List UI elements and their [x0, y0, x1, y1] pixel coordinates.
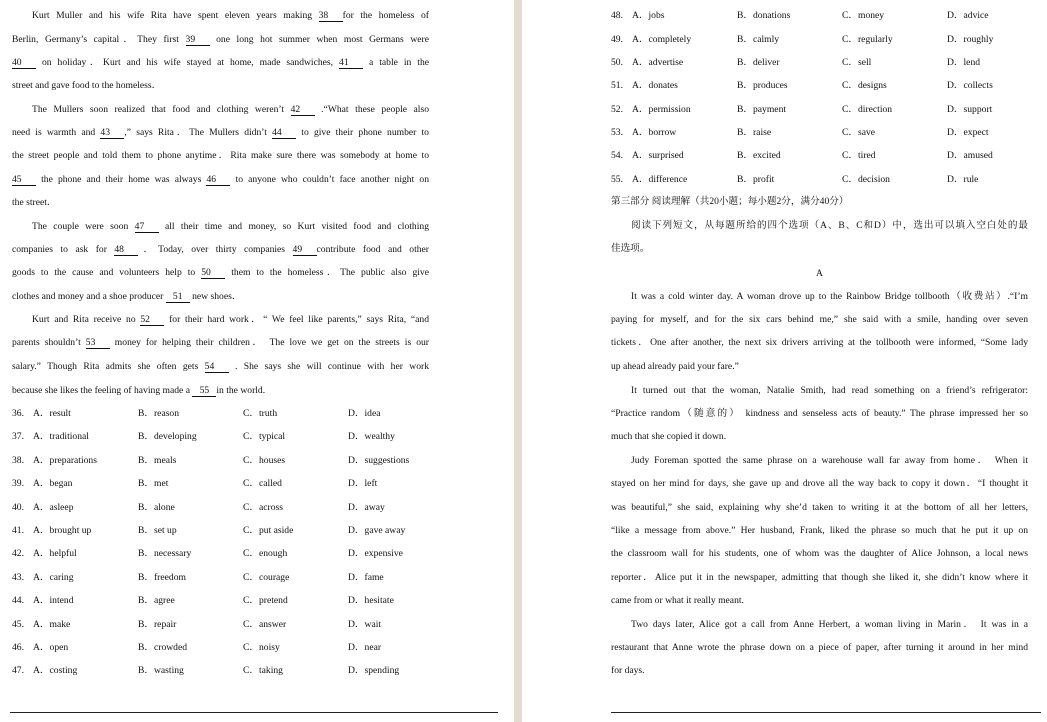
passage-line: up ahead already paid your fare.”	[611, 361, 739, 372]
answer-option: B．calmly	[737, 34, 780, 45]
left-page	[0, 0, 514, 722]
passage-line: It was a cold winter day. A woman drove up to the Rainbow Bridge tollbooth（收费站）.“I’m	[631, 291, 1028, 302]
passage-line	[12, 291, 429, 303]
passage-text: Kurt Muller and his wife Rita have spent eleven years making	[32, 10, 319, 21]
answer-option: D．expensive	[348, 548, 403, 559]
answer-option: C．answer	[243, 619, 287, 630]
passage-line: much that she copied it down.	[611, 431, 727, 442]
answer-option: B．produces	[737, 80, 788, 91]
answer-option: B．donations	[737, 10, 791, 21]
passage-text: ,” says Rita．The Mullers didn’t	[124, 127, 273, 138]
passage-line: Two days later, Alice got a call from Anne Herbert, a woman living in Marin． It was in a	[631, 619, 1028, 630]
answer-option: D．spending	[348, 665, 400, 676]
blank-number: 41	[339, 58, 363, 69]
answer-option: B．reason	[138, 408, 180, 419]
passage-line	[12, 34, 429, 46]
passage-line	[12, 150, 429, 162]
passage-text: the phone and their home was always	[36, 174, 207, 185]
blank-number: 50	[201, 268, 225, 279]
answer-option: C．save	[842, 127, 876, 138]
answer-option: D．collects	[947, 80, 993, 91]
blank-number: 48	[114, 245, 138, 256]
passage-text: need is warmth and	[12, 127, 101, 138]
passage-line	[12, 127, 429, 139]
instructions-line-1: 阅读下列短文，从每题所给的四个选项（A、B、C和D）中，选出可以填入空白处的最	[631, 220, 1028, 231]
answer-option: A．asleep	[33, 502, 74, 513]
answer-option: D．wealthy	[348, 431, 395, 442]
answer-option: A．surprised	[632, 150, 684, 161]
section-title: 第三部分 阅读理解（共20小题；每小题2分，满分40分）	[611, 196, 849, 207]
passage-text: on holiday．Kurt and his wife stayed at home, made sandwiches,	[36, 57, 340, 68]
question-number: 49.	[611, 34, 623, 45]
passage-line: came from or what it really meant.	[611, 595, 744, 606]
passage-text: companies to ask for	[12, 244, 115, 255]
passage-text: in the world.	[216, 385, 266, 396]
question-number: 50.	[611, 57, 623, 68]
passage-text: . She says she will continue with her work	[228, 361, 429, 372]
passage-text: The couple were soon	[32, 221, 135, 232]
passage-text: The Mullers soon realized that food and clothing weren’t	[32, 104, 291, 115]
blank-number: 42	[291, 105, 315, 116]
blank-number: 38	[319, 11, 343, 22]
passage-line	[12, 80, 429, 92]
answer-option: D．lend	[947, 57, 981, 68]
answer-option: A．make	[33, 619, 71, 630]
blank-number: 47	[135, 222, 159, 233]
question-number: 37.	[12, 431, 24, 442]
answer-option: B．profit	[737, 174, 775, 185]
page-divider-line	[611, 712, 1041, 713]
passage-text: a table in the	[363, 57, 430, 68]
answer-option: D．idea	[348, 408, 381, 419]
answer-option: C．called	[243, 478, 282, 489]
passage-line	[12, 10, 429, 22]
answer-option: A．helpful	[33, 548, 77, 559]
passage-label: A	[816, 268, 823, 279]
answer-option: C．money	[842, 10, 885, 21]
answer-option: B．freedom	[138, 572, 186, 583]
question-number: 44.	[12, 595, 24, 606]
answer-option: B．set up	[138, 525, 177, 536]
answer-option: A．permission	[632, 104, 691, 115]
answer-option: C．pretend	[243, 595, 288, 606]
blank-number: 52	[140, 315, 164, 326]
answer-option: D．advice	[947, 10, 989, 21]
answer-option: C．taking	[243, 665, 283, 676]
passage-text: because she likes the feeling of having made a	[12, 385, 193, 396]
passage-text: for their hard work．“ We feel like parents,” says Rita, “and	[164, 314, 429, 325]
answer-option: B．met	[138, 478, 169, 489]
passage-line	[12, 337, 429, 349]
passage-line	[12, 174, 429, 186]
instructions-line-2: 佳选项。	[611, 243, 650, 254]
answer-option: A．costing	[33, 665, 78, 676]
passage-text: Kurt and Rita receive no	[32, 314, 141, 325]
passage-text: to give their phone number to	[296, 127, 429, 138]
passage-line	[12, 314, 429, 326]
answer-option: C．sell	[842, 57, 872, 68]
passage-line: “Practice random（随意的） kindness and senseless acts of beauty.” The phrase impressed her so	[611, 408, 1028, 419]
passage-text: money for helping their children． The love we get on the streets is our	[109, 337, 429, 348]
passage-text: goods to the cause and volunteers help to	[12, 267, 202, 278]
passage-line	[12, 385, 429, 397]
passage-line: “like a message from above.” Her husband, Frank, liked the phrase so much that he put it up on	[611, 525, 1028, 536]
blank-number: 51	[166, 292, 190, 303]
answer-option: C．across	[243, 502, 283, 513]
question-number: 38.	[12, 455, 24, 466]
passage-text: the street people and told them to phone anytime．Rita make sure there was somebody at home to	[12, 150, 429, 161]
passage-text: parents shouldn’t	[12, 337, 86, 348]
answer-option: D．amused	[947, 150, 993, 161]
answer-option: A．result	[33, 408, 71, 419]
question-number: 41.	[12, 525, 24, 536]
right-page	[522, 0, 1047, 722]
question-number: 54.	[611, 150, 623, 161]
answer-option: D．hesitate	[348, 595, 394, 606]
question-number: 39.	[12, 478, 24, 489]
passage-line	[12, 197, 429, 209]
question-number: 48.	[611, 10, 623, 21]
answer-option: C．designs	[842, 80, 887, 91]
passage-text: to anyone who couldn’t face another night on	[230, 174, 429, 185]
passage-line: paying for myself, and for the six cars behind me,” she said with a smile, handing over seven	[611, 314, 1028, 325]
answer-option: C．courage	[243, 572, 290, 583]
answer-option: C．noisy	[243, 642, 280, 653]
passage-text: contribute food and other	[316, 244, 429, 255]
question-number: 53.	[611, 127, 623, 138]
answer-option: D．rule	[947, 174, 979, 185]
passage-text: one long hot summer when most Germans were	[209, 34, 429, 45]
answer-option: B．deliver	[737, 57, 780, 68]
passage-text: .“What these people also	[314, 104, 429, 115]
answer-option: D．support	[947, 104, 993, 115]
blank-number: 43	[100, 128, 124, 139]
passage-line: was beautiful,” she said, explaining why she’d taken to writing it at the bottom of all her letters,	[611, 502, 1028, 513]
answer-option: A．advertise	[632, 57, 684, 68]
answer-option: C．tired	[842, 150, 876, 161]
answer-option: A．traditional	[33, 431, 89, 442]
question-number: 36.	[12, 408, 24, 419]
answer-option: A．completely	[632, 34, 692, 45]
passage-text: salary.” Though Rita admits she often gets	[12, 361, 205, 372]
passage-text: them to the homeless．The public also give	[225, 267, 429, 278]
page-divider-line	[10, 712, 498, 713]
answer-option: D．away	[348, 502, 385, 513]
question-number: 55.	[611, 174, 623, 185]
answer-option: B．alone	[138, 502, 175, 513]
answer-option: D．suggestions	[348, 455, 410, 466]
answer-option: B．repair	[138, 619, 177, 630]
passage-line: tickets．One after another, the next six drivers arriving at the tollbooth were informed, “Some lady	[611, 337, 1028, 348]
answer-option: D．wait	[348, 619, 382, 630]
answer-option: B．excited	[737, 150, 781, 161]
passage-text: Berlin, Germany’s capital．They first	[12, 34, 186, 45]
blank-number: 49	[293, 245, 317, 256]
passage-text: all their time and money, so Kurt visited food and clothing	[158, 221, 429, 232]
answer-option: C．enough	[243, 548, 288, 559]
blank-number: 55	[192, 386, 216, 397]
passage-line: the classroom wall for his students, one of whom was the daughter of Alice Johnson, a local news	[611, 548, 1028, 559]
answer-option: D．roughly	[947, 34, 994, 45]
passage-text: the street．	[12, 197, 57, 208]
passage-line: for days.	[611, 665, 645, 676]
question-number: 45.	[12, 619, 24, 630]
answer-option: A．caring	[33, 572, 74, 583]
passage-text: for the homeless of	[342, 10, 429, 21]
question-number: 46.	[12, 642, 24, 653]
answer-option: B．agree	[138, 595, 175, 606]
answer-option: C．regularly	[842, 34, 893, 45]
answer-option: A．preparations	[33, 455, 97, 466]
passage-line: Judy Foreman spotted the same phrase on a warehouse wall far away from home． When it	[631, 455, 1028, 466]
answer-option: C．typical	[243, 431, 286, 442]
answer-option: C．decision	[842, 174, 890, 185]
blank-number: 39	[186, 35, 210, 46]
question-number: 40.	[12, 502, 24, 513]
answer-option: B．raise	[737, 127, 772, 138]
question-number: 43.	[12, 572, 24, 583]
passage-line: reporter．Alice put it in the newspaper, admitting that though she liked it, she didn’t know where it	[611, 572, 1028, 583]
answer-option: B．meals	[138, 455, 177, 466]
passage-line	[12, 57, 429, 69]
blank-number: 46	[206, 175, 230, 186]
answer-option: A．open	[33, 642, 69, 653]
answer-option: A．borrow	[632, 127, 677, 138]
answer-option: A．began	[33, 478, 73, 489]
blank-number: 45	[12, 175, 36, 186]
question-number: 51.	[611, 80, 623, 91]
answer-option: A．jobs	[632, 10, 665, 21]
answer-option: B．crowded	[138, 642, 188, 653]
answer-option: B．necessary	[138, 548, 192, 559]
passage-line	[12, 267, 429, 279]
passage-line: stayed on her mind for days, she gave up and drove all the way back to copy it down．“I thought it	[611, 478, 1028, 489]
question-number: 52.	[611, 104, 623, 115]
answer-option: A．intend	[33, 595, 74, 606]
answer-option: B．developing	[138, 431, 197, 442]
question-number: 47.	[12, 665, 24, 676]
passage-line	[12, 361, 429, 373]
answer-option: D．near	[348, 642, 382, 653]
answer-option: D．fame	[348, 572, 384, 583]
passage-text: clothes and money and a shoe producer	[12, 291, 166, 302]
passage-text: ．Today, over thirty companies	[138, 244, 293, 255]
answer-option: D．expect	[947, 127, 989, 138]
passage-line	[12, 104, 429, 116]
answer-option: C．put aside	[243, 525, 294, 536]
answer-option: A．difference	[632, 174, 688, 185]
answer-option: A．donates	[632, 80, 678, 91]
passage-text: new shoes．	[189, 291, 242, 302]
answer-option: B．wasting	[138, 665, 184, 676]
passage-line	[12, 221, 429, 233]
passage-line: restaurant that Anne wrote the phrase down on a piece of paper, after turning it around in her mind	[611, 642, 1028, 653]
passage-line: It turned out that the woman, Natalie Smith, had read something on a friend’s refrigerator:	[631, 385, 1028, 396]
passage-line	[12, 244, 429, 256]
answer-option: C．truth	[243, 408, 278, 419]
passage-text: street and gave food to the homeless．	[12, 80, 162, 91]
blank-number: 54	[205, 362, 229, 373]
question-number: 42.	[12, 548, 24, 559]
answer-option: C．houses	[243, 455, 286, 466]
answer-option: D．left	[348, 478, 378, 489]
answer-option: D．gave away	[348, 525, 406, 536]
blank-number: 40	[12, 58, 36, 69]
blank-number: 53	[86, 338, 110, 349]
answer-option: C．direction	[842, 104, 893, 115]
blank-number: 44	[272, 128, 296, 139]
answer-option: B．payment	[737, 104, 787, 115]
answer-option: A．brought up	[33, 525, 92, 536]
